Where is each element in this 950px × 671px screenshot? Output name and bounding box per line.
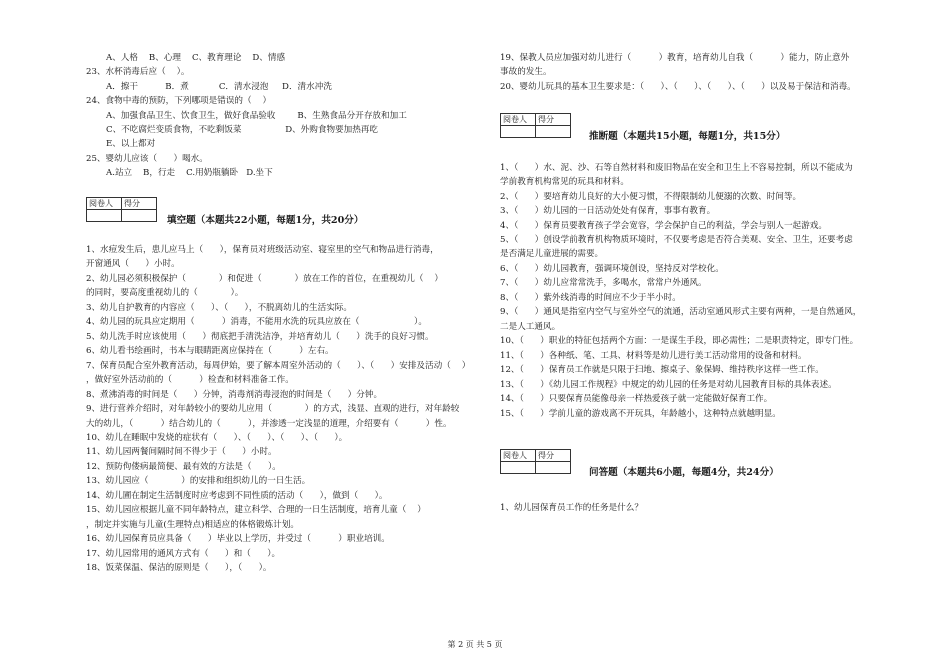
question-line: 7、（ ）幼儿应常常洗手，多喝水，常常户外通风。 (500, 278, 707, 289)
question-line: C、不吃腐烂变质食物，不吃剩饭菜 D、外购食物要加热再吃 (106, 124, 379, 135)
score-label: 得分 (536, 113, 571, 125)
question-line: 25、婴幼儿应该（ ）喝水。 (86, 153, 208, 164)
score-cell (122, 209, 157, 221)
question-line: 10、幼儿在睡眠中发烧的症状有（ ）、（ ）、（ ）、（ ）。 (86, 432, 348, 443)
reviewer-label: 阅卷人 (501, 113, 536, 125)
question-line: 19、保教人员应加强对幼儿进行（ ）教育，培育幼儿自我（ ）能力，防止意外 (500, 53, 850, 63)
score-label: 得分 (536, 450, 571, 462)
question-line: 2、（ ）要培育幼儿良好的大小便习惯，不得限制幼儿便溺的次数、时间等。 (500, 191, 802, 202)
reviewer-cell (501, 462, 536, 474)
score-label: 得分 (122, 197, 157, 209)
question-line: 18、饭菜保温、保洁的原则是（ ），（ ）。 (86, 563, 272, 574)
question-line: A.站立 B，行走 C.用奶瓶躺卧 D.坐下 (106, 168, 273, 178)
question-line: 2、幼儿园必须积极保护（ ）和促进（ ）放在工作的首位，在重视幼儿（ ） (86, 273, 443, 284)
section-title: 填空题（本题共22小题，每题1分，共20分） (167, 214, 364, 226)
question-line: 8、（ ）紫外线消毒的时间应不少于半小时。 (500, 292, 681, 303)
question-line: 5、（ ）创设学前教育机构物质环境时，不仅要考虑是否符合美观、安全、卫生，还要考虑 (500, 234, 853, 245)
reviewer-label: 阅卷人 (501, 450, 536, 462)
question-line: 1、水痘发生后，患儿应马上（ ），保育员对班级活动室、寝室里的空气和物品进行消毒， (86, 244, 439, 255)
question-line: 3、幼儿自护教育的内容应（ ）、（ ），不脱离幼儿的生活实际。 (86, 302, 352, 313)
question-line: 24、食物中毒的预防，下列哪项是错误的（ ） (86, 96, 272, 107)
question-line: 1、幼儿园保育员工作的任务是什么？ (500, 503, 643, 514)
fill-in-questions (86, 246, 478, 574)
right-column (500, 54, 900, 519)
question-line: 16、幼儿园保育员应具备（ ）毕业以上学历，并受过（ ）职业培训。 (86, 534, 390, 545)
question-line: 13、（ ）《幼儿园工作规程》中规定的幼儿园的任务是对幼儿园教育目标的具体表述。 (500, 379, 837, 390)
section-title: 推断题（本题共15小题，每题1分，共15分） (589, 130, 786, 142)
question-line: E、以上都对 (106, 139, 156, 150)
multiple-choice-continued (86, 54, 478, 179)
score-cell (536, 125, 571, 137)
question-line: 11、幼儿园两餐间隔时间不得少于（ ）小时。 (86, 447, 277, 458)
question-line: 13、幼儿园应（ ）的安排和组织幼儿的一日生活。 (86, 476, 311, 487)
score-table (500, 449, 571, 474)
qa-questions (500, 504, 900, 514)
question-line: 学前教育机构常见的玩具和材料。 (500, 177, 629, 188)
question-line: ，制定并实施与儿童(生理特点)相适应的体格锻炼计划。 (86, 519, 299, 530)
question-line: 大的幼儿，（ ）结合幼儿的（ ），并渗透一定浅显的道理，介绍要有（ ）性。 (86, 418, 452, 429)
question-line: 23、水杯消毒后应（ ）。 (86, 67, 190, 78)
section-title: 问答题（本题共6小题，每题4分，共24分） (589, 467, 779, 479)
judgment-questions (500, 164, 900, 420)
question-line: 6、（ ）幼儿园教育，强调环境创设，坚持反对学校化。 (500, 263, 724, 274)
score-table (86, 197, 157, 222)
question-line: 17、幼儿园常用的通风方式有（ ）和（ ）。 (86, 548, 281, 559)
question-line: 7、保育员配合室外教育活动，每周伊始，要了解本周室外活动的（ ）、（ ）安排及活动（ ） (86, 360, 471, 371)
question-line: 20、婴幼儿玩具的基本卫生要求是：（ ）、（ ）、（ ）、（ ）以及易于保洁和消毒。 (500, 81, 856, 92)
reviewer-cell (501, 125, 536, 137)
question-line: 14、（ ）只要保育员能像母亲一样热爱孩子就一定能做好保育工作。 (500, 394, 773, 405)
question-line: 1、（ ）水、泥、沙、石等自然材料和废旧物品在安全和卫生上不容易控制，所以不能成为 (500, 162, 853, 173)
question-line: 3、（ ）幼儿园的一日活动处处有保育，事事有教育。 (500, 206, 716, 217)
question-line: 9、进行营养介绍时，对年龄较小的要幼儿应用（ ）的方式，浅显、直观的进行，对年龄较 (86, 404, 460, 415)
question-line: 事故的发生。 (500, 67, 552, 78)
question-line: 12、（ ）保育员工作就是只限于扫地、擦桌子、象保姆、维持秩序这样一些工作。 (500, 365, 824, 376)
question-line: 12、预防佝偻病最简便、最有效的方法是（ ）。 (86, 461, 281, 472)
question-line: 15、（ ）学前儿童的游戏离不开玩具，年龄越小，这种特点就越明显。 (500, 408, 781, 419)
question-line: 15、幼儿园应根据儿童不同年龄特点，建立科学、合理的一日生活制度，培育儿童（ ） (86, 505, 426, 516)
left-column (86, 54, 478, 579)
reviewer-label: 阅卷人 (87, 197, 122, 209)
question-line: 是否满足儿童进展的需要。 (500, 249, 604, 260)
question-line: A、加强食品卫生、饮食卫生，做好食品验收 B、生熟食品分开存放和加工 (106, 110, 407, 121)
question-line: A、人格 B、心理 C、教育理论 D、情感 (106, 53, 286, 63)
question-line: ，做好室外活动前的（ ）检查和材料准备工作。 (86, 375, 294, 386)
score-cell (536, 462, 571, 474)
score-table (500, 113, 571, 138)
question-line: 的同时，要高度重视幼儿的（ ）。 (86, 288, 244, 299)
qa-section-header (500, 449, 900, 479)
question-line: 11、（ ）各种纸、笔、工具、材料等是幼儿进行美工活动常用的设备和材料。 (500, 350, 807, 361)
reviewer-cell (87, 209, 122, 221)
question-line: 10、（ ）职业的特征包括两个方面：一是谋生手段，即必需性；二是职责特定，即专门性。 (500, 336, 859, 347)
question-line: 4、幼儿园的玩具应定期用（ ）消毒，不能用水洗的玩具应放在（ ）。 (86, 317, 427, 328)
fill-section-header (86, 197, 478, 226)
page-number: 第 2 页 共 5 页 (447, 640, 503, 649)
question-line: 5、幼儿洗手时应该使用（ ）彻底把手清洗洁净，并培育幼儿（ ）洗手的良好习惯。 (86, 331, 434, 342)
judge-section-header (500, 113, 900, 142)
fill-in-questions-continued (500, 54, 900, 93)
question-line: 二是人工通风。 (500, 321, 561, 332)
question-line: 开窗通风（ ）小时。 (86, 259, 180, 270)
question-line: 14、幼儿圃在制定生活制度时应考虑到不同性质的活动（ ），做到（ ）。 (86, 490, 388, 501)
question-line: 6、幼儿看书绘画时，书本与眼睛距离应保持在（ ）左右。 (86, 346, 334, 357)
question-line: A．擦干 B．煮 C．清水浸泡 D．清水冲洗 (106, 81, 332, 92)
question-line: 9、（ ）通风是指室内空气与室外空气的流通，活动室通风形式主要有两种，一是自然通风， (500, 307, 862, 318)
question-line: 8、煮沸消毒的时间是（ ）分钟，消毒剂消毒浸泡的时间是（ ）分钟。 (86, 389, 383, 400)
question-line: 4、（ ）保育员要教育孩子学会宽容，学会保护自己的利益，学会与别人一起游戏。 (500, 220, 827, 231)
